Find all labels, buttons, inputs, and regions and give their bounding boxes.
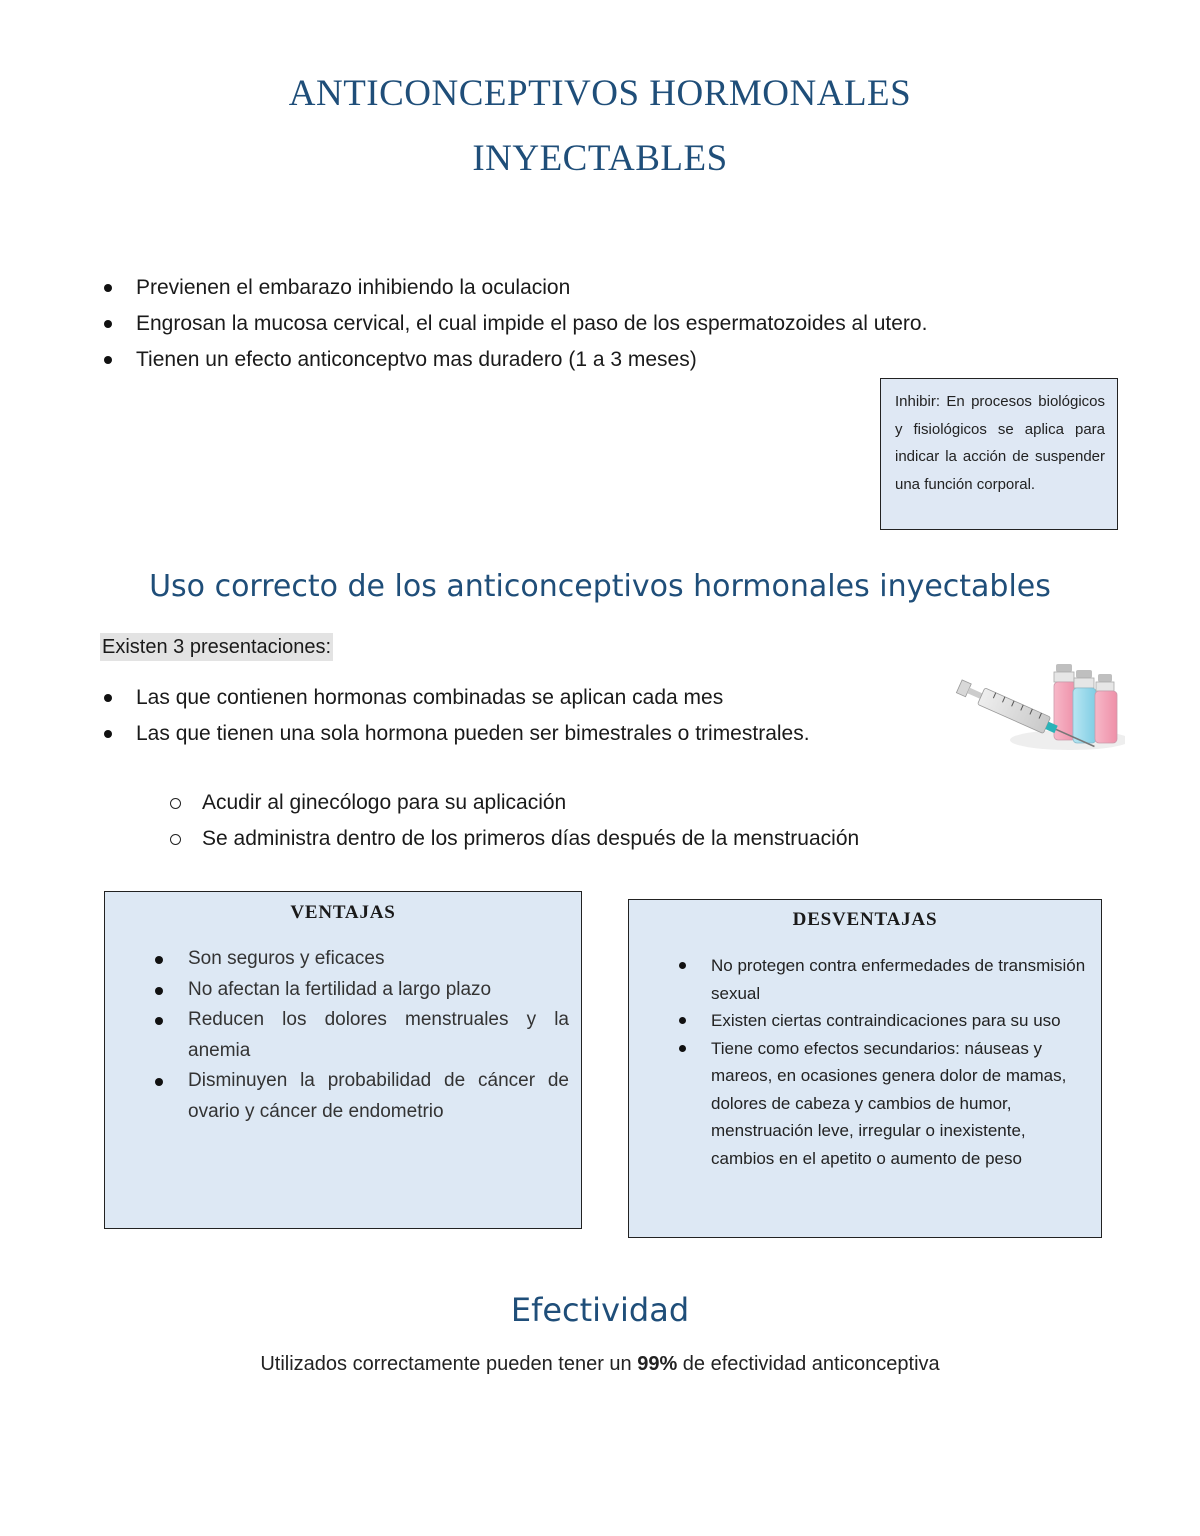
effectiveness-text (0, 1353, 1200, 1376)
list-item: Son seguros y eficaces (153, 944, 569, 975)
list-item: Las que tienen una sola hormona pueden ser bimestrales o trimestrales. (102, 716, 810, 752)
list-item: Acudir al ginecólogo para su aplicación (168, 785, 859, 821)
list-item: No protegen contra enfermedades de transmisión sexual (677, 952, 1087, 1007)
page-title-line-1: ANTICONCEPTIVOS HORMONALES (288, 73, 912, 114)
list-item: Tiene como efectos secundarios: náuseas y mareos, en ocasiones genera dolor de mamas, dolores de cabeza y cambios de humor, menstruación leve, irregular o inexistente, cambios en el apetito o aumento de peso (677, 1035, 1087, 1173)
list-item: Reducen los dolores menstruales y la anemia (153, 1005, 569, 1066)
list-item: No afectan la fertilidad a largo plazo (153, 975, 569, 1006)
effectiveness-text-after: de efectividad anticonceptiva (677, 1353, 940, 1375)
disadvantages-box (628, 899, 1102, 1238)
advantages-title: VENTAJAS (290, 902, 396, 923)
list-item: Disminuyen la probabilidad de cáncer de ovario y cáncer de endometrio (153, 1066, 569, 1127)
list-item: Existen ciertas contraindicaciones para su uso (677, 1007, 1087, 1035)
list-item: Engrosan la mucosa cervical, el cual impide el paso de los espermatozoides al utero. (102, 306, 927, 342)
definition-note-text: Inhibir: En procesos biológicos y fisiológicos se aplica para indicar la acción de suspender una función corporal. (895, 393, 1105, 493)
list-item: Tienen un efecto anticonceptvo mas duradero (1 a 3 meses) (102, 342, 927, 378)
syringe-vials-illustration (950, 650, 1125, 772)
intro-bullet-list (102, 270, 927, 378)
presentations-label: Existen 3 presentaciones: (100, 633, 333, 661)
list-item: Se administra dentro de los primeros días después de la menstruación (168, 821, 859, 857)
page-title-line-2: INYECTABLES (472, 138, 728, 179)
list-item: Previenen el embarazo inhibiendo la oculacion (102, 270, 927, 306)
advantages-box (104, 891, 582, 1229)
vial-pink-small-icon (1095, 674, 1117, 743)
definition-note-box (880, 378, 1118, 530)
advantages-list (153, 944, 569, 1127)
vial-blue-icon (1073, 670, 1096, 743)
effectiveness-text-before: Utilizados correctamente pueden tener un (260, 1353, 638, 1375)
usage-heading: Uso correcto de los anticonceptivos hormonales inyectables (149, 569, 1051, 604)
usage-bullet-list (102, 680, 810, 752)
effectiveness-percent: 99% (637, 1353, 678, 1375)
usage-sub-list (168, 785, 859, 857)
disadvantages-title: DESVENTAJAS (792, 909, 938, 930)
effectiveness-heading: Efectividad (510, 1291, 690, 1329)
disadvantages-list (677, 952, 1087, 1172)
list-item: Las que contienen hormonas combinadas se aplican cada mes (102, 680, 810, 716)
